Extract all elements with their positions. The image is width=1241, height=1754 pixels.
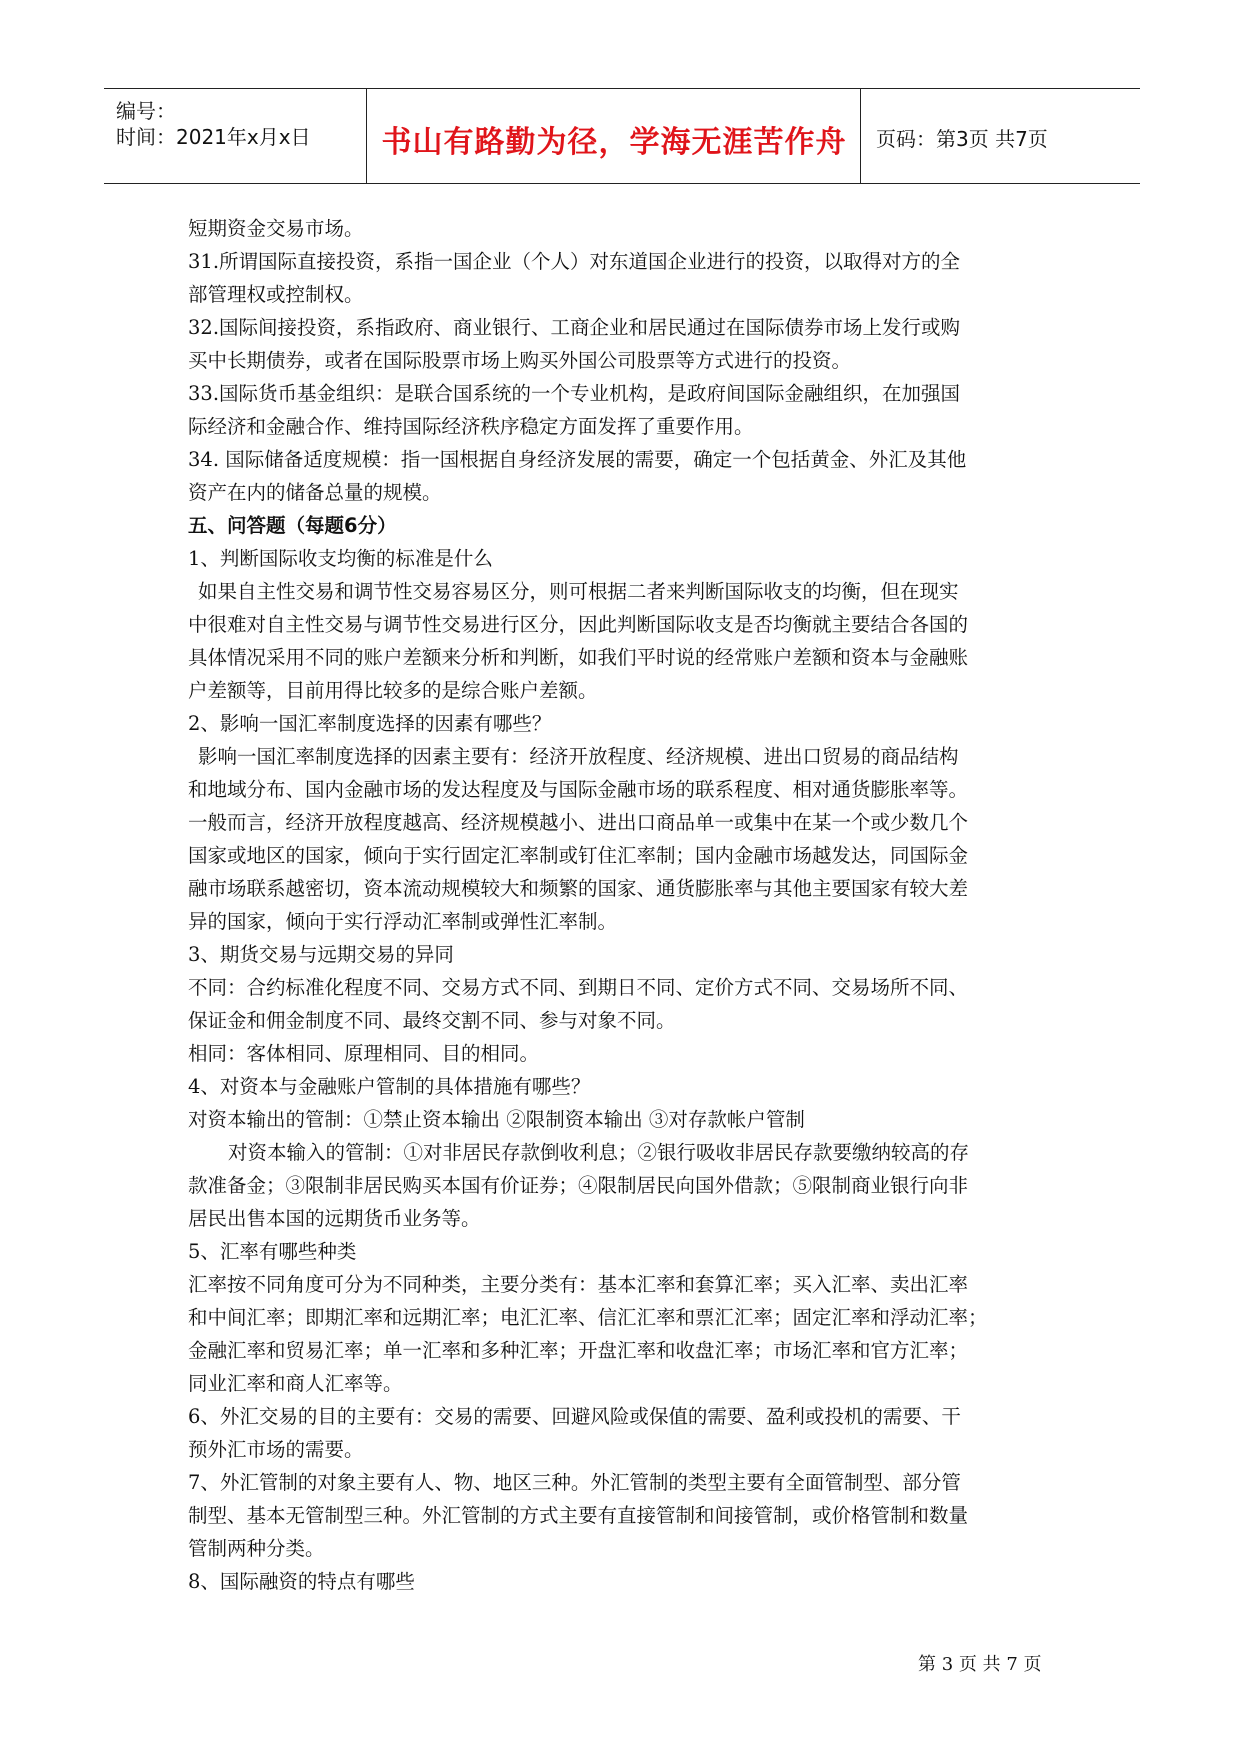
body-line: 款准备金；③限制非居民购买本国有价证券；④限制居民向国外借款；⑤限制商业银行向非	[188, 1174, 969, 1197]
body-line: 融市场联系越密切，资本流动规模较大和频繁的国家、通货膨胀率与其他主要国家有较大差	[188, 877, 969, 900]
page-footer: 第 3 页 共 7 页	[918, 1654, 1042, 1675]
body-line: 1、判断国际收支均衡的标准是什么	[188, 547, 493, 570]
body-line: 买中长期债券，或者在国际股票市场上购买外国公司股票等方式进行的投资。	[188, 349, 852, 372]
body-line: 户差额等，目前用得比较多的是综合账户差额。	[188, 679, 598, 702]
body-line: 和中间汇率；即期汇率和远期汇率；电汇汇率、信汇汇率和票汇汇率；固定汇率和浮动汇率；	[188, 1306, 988, 1329]
body-line: 32.国际间接投资，系指政府、商业银行、工商企业和居民通过在国际债券市场上发行或购	[188, 316, 961, 339]
body-line: 际经济和金融合作、维持国际经济秩序稳定方面发挥了重要作用。	[188, 415, 754, 438]
body-line: 短期资金交易市场。	[188, 217, 364, 240]
serial-number-label: 编号：	[116, 99, 176, 123]
body-line: 同业汇率和商人汇率等。	[188, 1372, 403, 1395]
body-line: 如果自主性交易和调节性交易容易区分，则可根据二者来判断国际收支的均衡，但在现实	[198, 580, 959, 603]
body-line: 资产在内的储备总量的规模。	[188, 481, 442, 504]
body-line: 3、期货交易与远期交易的异同	[188, 943, 454, 966]
section-heading: 五、问答题（每题6分）	[188, 514, 397, 537]
body-line: 金融汇率和贸易汇率；单一汇率和多种汇率；开盘汇率和收盘汇率；市场汇率和官方汇率；	[188, 1339, 969, 1362]
body-line: 8、国际融资的特点有哪些	[188, 1570, 415, 1593]
document-body	[188, 212, 1068, 1598]
document-header	[104, 88, 1140, 184]
body-line: 汇率按不同角度可分为不同种类，主要分类有：基本汇率和套算汇率；买入汇率、卖出汇率	[188, 1273, 969, 1296]
body-line: 影响一国汇率制度选择的因素主要有：经济开放程度、经济规模、进出口贸易的商品结构	[198, 745, 959, 768]
body-line: 5、汇率有哪些种类	[188, 1240, 357, 1263]
body-line: 预外汇市场的需要。	[188, 1438, 364, 1461]
body-line: 4、对资本与金融账户管制的具体措施有哪些？	[188, 1075, 591, 1098]
body-line: 保证金和佣金制度不同、最终交割不同、参与对象不同。	[188, 1009, 676, 1032]
body-line: 7、外汇管制的对象主要有人、物、地区三种。外汇管制的类型主要有全面管制型、部分管	[188, 1471, 961, 1494]
body-line: 相同：客体相同、原理相同、目的相同。	[188, 1042, 540, 1065]
body-line: 对资本输入的管制：①对非居民存款倒收利息；②银行吸收非居民存款要缴纳较高的存	[228, 1141, 970, 1164]
body-line: 异的国家，倾向于实行浮动汇率制或弹性汇率制。	[188, 910, 618, 933]
motto-text: 书山有路勤为径，学海无涯苦作舟	[381, 125, 847, 160]
body-line: 居民出售本国的远期货币业务等。	[188, 1207, 481, 1230]
body-line: 34. 国际储备适度规模：指一国根据自身经济发展的需要，确定一个包括黄金、外汇及其他	[188, 448, 967, 471]
body-line: 中很难对自主性交易与调节性交易进行区分，因此判断国际收支是否均衡就主要结合各国的	[188, 613, 969, 636]
header-motto-cell	[368, 89, 861, 183]
page-code-label: 页码：第3页 共7页	[876, 127, 1048, 151]
body-line: 部管理权或控制权。	[188, 283, 364, 306]
body-line: 33.国际货币基金组织：是联合国系统的一个专业机构，是政府间国际金融组织，在加强国	[188, 382, 961, 405]
date-label: 时间：2021年x月x日	[116, 125, 311, 149]
body-line: 2、影响一国汇率制度选择的因素有哪些？	[188, 712, 552, 735]
body-line: 对资本输出的管制：①禁止资本输出 ②限制资本输出 ③对存款帐户管制	[188, 1108, 805, 1131]
body-line: 具体情况采用不同的账户差额来分析和判断，如我们平时说的经常账户差额和资本与金融账	[188, 646, 969, 669]
body-line: 国家或地区的国家，倾向于实行固定汇率制或钉住汇率制；国内金融市场越发达，同国际金	[188, 844, 969, 867]
header-info-cell	[104, 89, 367, 183]
body-line: 31.所谓国际直接投资，系指一国企业（个人）对东道国企业进行的投资，以取得对方的全	[188, 250, 961, 273]
body-line: 制型、基本无管制型三种。外汇管制的方式主要有直接管制和间接管制，或价格管制和数量	[188, 1504, 969, 1527]
body-line: 管制两种分类。	[188, 1537, 325, 1560]
body-line: 6、外汇交易的目的主要有：交易的需要、回避风险或保值的需要、盈利或投机的需要、干	[188, 1405, 961, 1428]
body-line: 不同：合约标准化程度不同、交易方式不同、到期日不同、定价方式不同、交易场所不同、	[188, 976, 969, 999]
body-line: 和地域分布、国内金融市场的发达程度及与国际金融市场的联系程度、相对通货膨胀率等。	[188, 778, 969, 801]
header-page-cell	[862, 89, 1140, 183]
body-line: 一般而言，经济开放程度越高、经济规模越小、进出口商品单一或集中在某一个或少数几个	[188, 811, 969, 834]
